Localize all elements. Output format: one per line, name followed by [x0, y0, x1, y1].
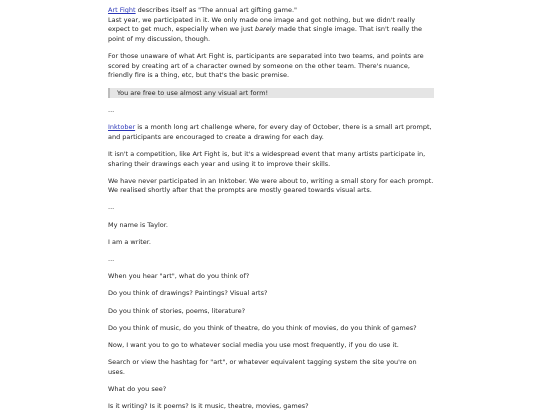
question-paragraph: What do you see?: [108, 384, 167, 393]
writer-paragraph: I am a writer.: [108, 237, 151, 246]
article-body: [108, 6, 434, 419]
art-fight-intro-paragraph: [108, 6, 434, 44]
separator-ellipsis: ...: [108, 203, 115, 212]
inktober-competition-paragraph: It isn't a competition, like Art Fight is, but it's a widespread event that many artists participate in, sharing their drawings each year and using it to improve their skills.: [108, 149, 426, 168]
question-paragraph: When you hear "art", what do you think of?: [108, 272, 250, 281]
art-fight-link[interactable]: Art Fight: [108, 6, 136, 14]
inktober-link[interactable]: Inktober: [108, 123, 136, 132]
instruction-paragraph: Search or view the hashtag for "art", or whatever equivalent tagging system the site you're on uses.: [108, 358, 417, 376]
callout-quote: You are free to use almost any visual art form!: [108, 88, 434, 98]
art-fight-explanation-paragraph: For those unaware of what Art Fight is, participants are separated into two teams, and points are scored by creating art of a character owned by someone on the other team. There's nuance, friendly fire is a thing, etc, but that's the basic premise.: [108, 51, 424, 80]
inktober-participation-paragraph: We have never participated in an Inktober. We were about to, writing a small story for each prompt. We realised shortly after that the prompts are mostly geared towards visual arts.: [108, 176, 434, 195]
participation-text-end: made that single image. That isn't really the point of my discussion, though.: [108, 25, 423, 43]
instruction-paragraph: Now, I want you to go to whatever social media you use most frequently, if you do use it.: [108, 340, 399, 349]
participation-text-start: Last year, we participated in it. We only made one image and got nothing, but we didn't really expect to get much, especially when we just: [108, 15, 416, 34]
inktober-intro-paragraph: [108, 123, 434, 142]
emphasis-barely: barely: [254, 25, 276, 34]
question-paragraph: Do you think of drawings? Paintings? Visual arts?: [108, 289, 268, 298]
question-paragraph: Is it writing? Is it poems? Is it music, theatre, movies, games?: [108, 402, 309, 411]
question-paragraph: Do you think of music, do you think of theatre, do you think of movies, do you think of games?: [108, 323, 417, 332]
inktober-description: is a month long art challenge where, for every day of October, there is a small art prompt, and participants are encouraged to create a drawing for each day.: [108, 123, 432, 141]
question-paragraph: Do you think of stories, poems, literature?: [108, 306, 246, 315]
separator-ellipsis: ...: [108, 255, 115, 264]
name-paragraph: My name is Taylor.: [108, 220, 168, 229]
separator-ellipsis: ...: [108, 105, 115, 114]
art-fight-tagline: describes itself as "The annual art gifting game.": [135, 6, 298, 14]
